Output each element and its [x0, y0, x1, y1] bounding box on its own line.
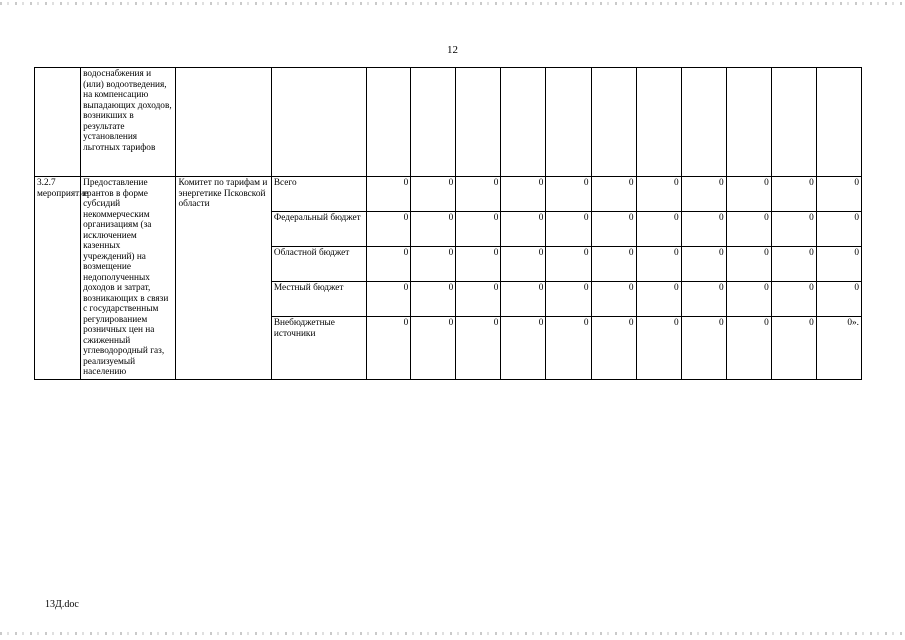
- funding-value: 0: [681, 247, 726, 282]
- scan-artifact-bottom: [0, 632, 905, 635]
- funding-value: 0: [501, 212, 546, 247]
- funding-value: 0: [681, 212, 726, 247]
- funding-value: 0: [816, 177, 861, 212]
- funding-value: 0: [501, 247, 546, 282]
- continued-row: [35, 68, 862, 177]
- item-type: мероприятие: [37, 188, 89, 199]
- funding-source: Областной бюджет: [271, 247, 366, 282]
- funding-value: 0: [681, 317, 726, 379]
- funding-value: 0: [771, 212, 816, 247]
- footer-filename: 13Д.doc: [45, 599, 79, 610]
- funding-value: 0: [771, 282, 816, 317]
- funding-value: 0: [726, 247, 771, 282]
- funding-value: 0: [411, 247, 456, 282]
- funding-value: 0: [501, 317, 546, 379]
- item-code: 3.2.7: [37, 178, 56, 188]
- funding-value: 0: [411, 282, 456, 317]
- funding-value: 0: [591, 317, 636, 379]
- funding-value: 0: [411, 177, 456, 212]
- funding-value: 0: [546, 212, 591, 247]
- funding-value: 0: [726, 212, 771, 247]
- funding-value: 0: [591, 247, 636, 282]
- item-description: Предоставление грантов в форме субсидий некоммерческим организациям (за исключением казенных учреждений) на возмещение недополученных доходов и затрат, возникающих в связи с государственным регулированием розничных цен на сжиженный углеводородный газ, реализуемый населению: [81, 177, 176, 380]
- continued-description: водоснабжения и (или) водоотведения, на компенсацию выпадающих доходов, возникших в результате установления льготных тарифов: [81, 68, 176, 177]
- funding-value: 0: [546, 177, 591, 212]
- funding-value: 0: [367, 177, 411, 212]
- funding-value: 0: [456, 317, 501, 379]
- funding-value: 0: [456, 177, 501, 212]
- funding-value: 0: [591, 212, 636, 247]
- funding-source: Местный бюджет: [271, 282, 366, 317]
- item-code-cell: [35, 177, 89, 380]
- funding-value: 0: [816, 247, 861, 282]
- funding-value: 0: [636, 247, 681, 282]
- funding-value: 0».: [816, 317, 861, 379]
- continued-source-cell: [271, 68, 366, 177]
- funding-value: 0: [546, 282, 591, 317]
- funding-value: 0: [726, 282, 771, 317]
- funding-value: 0: [456, 247, 501, 282]
- funding-value: 0: [726, 177, 771, 212]
- funding-value: 0: [816, 282, 861, 317]
- funding-value: 0: [636, 317, 681, 379]
- funding-value: 0: [501, 177, 546, 212]
- page-number: 12: [447, 44, 458, 56]
- funding-value: 0: [367, 282, 411, 317]
- funding-value: 0: [726, 317, 771, 379]
- funding-value: 0: [501, 282, 546, 317]
- funding-value: 0: [636, 212, 681, 247]
- funding-source: Внебюджетные источники: [271, 317, 366, 379]
- funding-value: 0: [636, 282, 681, 317]
- funding-value: 0: [367, 247, 411, 282]
- funding-value: 0: [636, 177, 681, 212]
- funding-value: 0: [771, 177, 816, 212]
- funding-value: 0: [367, 212, 411, 247]
- funding-value: 0: [411, 317, 456, 379]
- funding-table: [34, 67, 862, 380]
- funding-value: 0: [456, 212, 501, 247]
- continued-executor-cell: [176, 68, 271, 177]
- funding-row: [35, 177, 862, 212]
- funding-value: 0: [367, 317, 411, 379]
- funding-value: 0: [411, 212, 456, 247]
- funding-value: 0: [456, 282, 501, 317]
- funding-source: Федеральный бюджет: [271, 212, 366, 247]
- funding-value: 0: [681, 282, 726, 317]
- funding-value: 0: [591, 177, 636, 212]
- funding-value: 0: [771, 317, 816, 379]
- funding-value: 0: [546, 317, 591, 379]
- funding-source: Всего: [271, 177, 366, 212]
- item-executor: Комитет по тарифам и энергетике Псковской области: [176, 177, 271, 380]
- funding-value: 0: [681, 177, 726, 212]
- funding-value: 0: [771, 247, 816, 282]
- funding-value: 0: [816, 212, 861, 247]
- funding-value: 0: [546, 247, 591, 282]
- continued-code-cell: [35, 68, 81, 177]
- scan-artifact-top: [0, 2, 905, 5]
- funding-value: 0: [591, 282, 636, 317]
